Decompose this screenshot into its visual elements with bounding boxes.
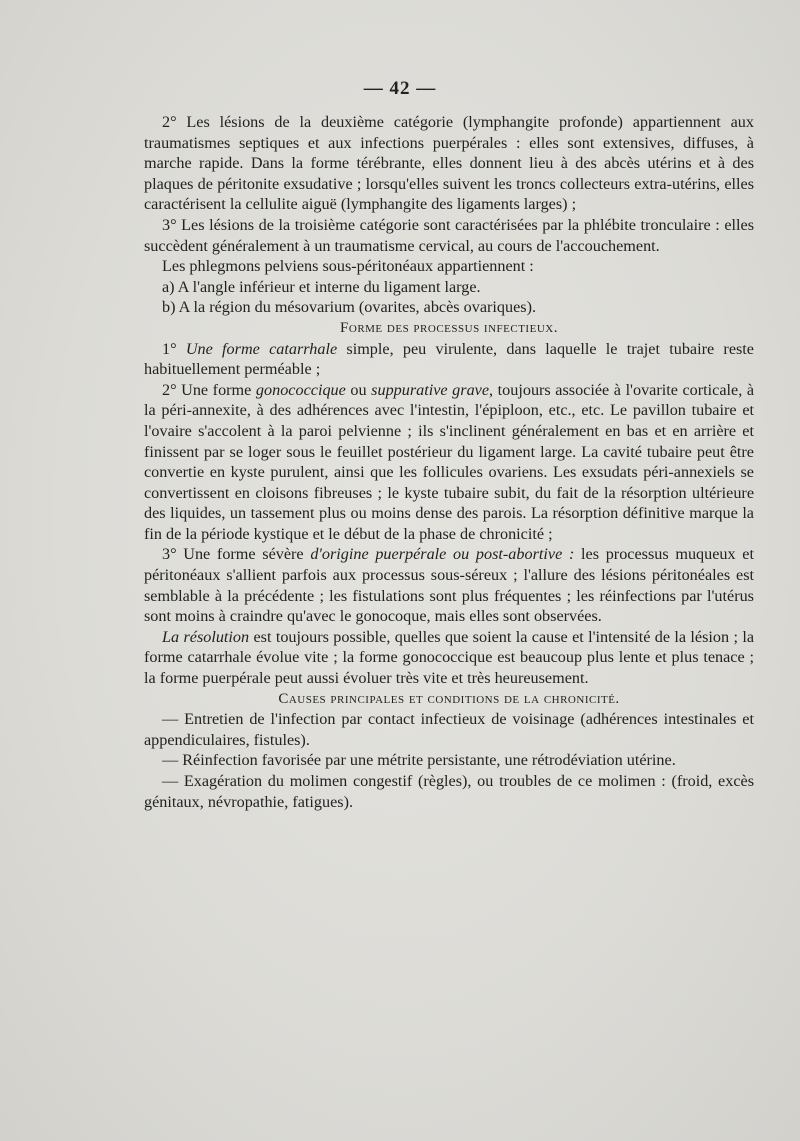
resolution-rest: est toujours possible, quelles que soient la cause et l'intensité de la lésion ; la forme catarrhale évolue vite ; la forme gonococcique est beaucoup plus lente et plus tenace ; la forme puerpérale peut aussi évoluer très vite et très heureusement. [144,627,755,688]
paragraph-phlegmons: Les phlegmons pelviens sous-péritonéaux appartiennent : [162,257,534,276]
forme-2-italic-b: suppurative grave [371,380,490,399]
paragraph-forme-3 [144,544,754,626]
section-heading-causes: Causes principales et conditions de la chronicité. [278,690,620,707]
paragraph-forme-1 [144,339,754,380]
body-text [144,112,754,812]
forme-1-italic: Une forme catarrhale [185,339,338,358]
sub-item-a: a) A l'angle inférieur et interne du ligament large. [162,277,481,296]
forme-2-italic-a: gonococcique [255,380,346,399]
forme-1-rest: simple, peu virulente, dans laquelle le trajet tubaire reste habituellement perméable ; [144,339,754,379]
paragraph-cause-1: — Entretien de l'infection par contact infectieux de voisinage (adhérences intestinales et appendiculaires, fistules). [144,710,754,749]
resolution-italic: La résolution [162,627,250,646]
sub-item-b: b) A la région du mésovarium (ovarites, abcès ovariques). [162,298,537,317]
forme-2-rest: , toujours associée à l'ovarite corticale, à la péri-annexite, à des adhérences avec l'intestin, l'épiploon, etc., etc. Le pavillon tubaire et l'ovaire s'accolent à la paroi pelvienne ; ils s'inclinent généralement en bas et en arrière et finissent par se loger sous le feuillet postérieur du ligament large. La cavité tubaire peut être convertie en kyste purulent, ainsi que les follicules ovariens. Les exsudats péri-annexiels se convertissent en cloisons fibreuses ; le kyste tubaire subit, du fait de la résorption ultérieure des liquides, un tassement plus ou moins dense des parois. La résorption définitive marque la fin de la période kystique et le début de la phase de chronicité ; [144,380,755,543]
paragraph-forme-2 [144,380,754,545]
forme-1-prefix: 1° [162,339,186,358]
paragraph-lesions-2: 2° Les lésions de la deuxième catégorie (lymphangite profonde) appartiennent aux traumatismes septiques et aux infections puerpérales : elles sont extensives, diffuses, à marche rapide. Dans la forme térébrante, elles donnent lieu à des abcès utérins et à des plaques de péritonite exsudative ; lorsqu'elles suivent les troncs collecteurs extra-utérins, elles caractérisent la cellulite aiguë (lymphangite des ligaments larges) ; [144,113,754,214]
paragraph-lesions-3: 3° Les lésions de la troisième catégorie sont caractérisées par la phlébite tronculaire : elles succèdent généralement à un traumatisme cervical, au cours de l'accouchement. [144,215,754,255]
section-heading-forme: Forme des processus infectieux. [340,319,558,336]
forme-3-italic: d'origine puerpérale ou post-abortive : [310,545,575,564]
paragraph-resolution [144,627,754,689]
paragraph-cause-2: — Réinfection favorisée par une métrite persistante, une rétrodéviation utérine. [162,751,676,770]
forme-2-prefix: 2° Une forme [162,380,256,399]
forme-3-prefix: 3° Une forme sévère [162,545,311,564]
forme-3-rest: les processus muqueux et péritonéaux s'allient parfois aux processus sous-séreux ; l'allure des lésions péritonéales est semblable à la précédente ; les fistulations sont plus fréquentes ; les réinfections par l'utérus sont moins à craindre qu'avec le gonocoque, mais elles sont observées. [144,545,754,626]
paragraph-cause-3: — Exagération du molimen congestif (règles), ou troubles de ce molimen : (froid, excès génitaux, névropathie, fatigues). [144,772,754,811]
page-number: — 42 — [363,78,437,99]
forme-2-mid: ou [345,380,372,399]
